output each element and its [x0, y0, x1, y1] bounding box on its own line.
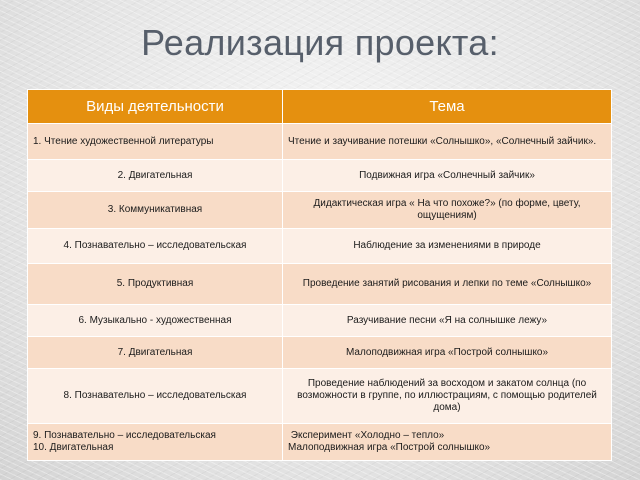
theme-cell: [283, 229, 612, 264]
theme-cell: [283, 160, 612, 192]
table-row: [28, 424, 612, 461]
header-activity-types: Виды деятельности: [28, 90, 283, 124]
activity-text: 7. Двигательная: [117, 346, 193, 358]
theme-cell: [283, 124, 612, 160]
activity-cell: [28, 264, 283, 305]
activities-table: [27, 89, 612, 461]
activity-cell: [28, 305, 283, 337]
table-row: [28, 229, 612, 264]
activity-text: 6. Музыкально - художественная: [78, 314, 232, 326]
activity-text: 5. Продуктивная: [116, 278, 194, 289]
theme-cell: [283, 424, 612, 461]
theme-text: Эксперимент «Холодно – тепло»: [288, 430, 445, 441]
theme-text: Проведение занятий рисования и лепки по теме «Солнышко»: [302, 278, 592, 289]
activity-text: 1. Чтение художественной литературы: [33, 135, 214, 147]
activities-table-container: [27, 89, 611, 461]
activity-text: 3. Коммуникативная: [107, 204, 203, 215]
table-row: [28, 124, 612, 160]
table-row: [28, 337, 612, 369]
theme-text: Малоподвижная игра «Построй солнышко»: [288, 442, 491, 453]
activity-cell: [28, 424, 283, 461]
table-row: [28, 264, 612, 305]
table-row: [28, 160, 612, 192]
activity-cell: [28, 337, 283, 369]
table-row: [28, 192, 612, 229]
activity-text: 10. Двигательная: [33, 442, 114, 453]
theme-cell: [283, 264, 612, 305]
theme-cell: [283, 192, 612, 229]
theme-text: Наблюдение за изменениями в природе: [353, 240, 541, 251]
theme-text: Дидактическая игра « На что похоже?» (по форме, цвету, ощущениям): [313, 198, 581, 221]
activity-text: 9. Познавательно – исследовательская: [33, 430, 216, 441]
theme-cell: [283, 337, 612, 369]
activity-text: 8. Познавательно – исследовательская: [63, 390, 247, 401]
table-row: [28, 369, 612, 424]
activity-text: 2. Двигательная: [117, 169, 193, 181]
activity-cell: [28, 369, 283, 424]
activity-cell: [28, 160, 283, 192]
theme-text: Подвижная игра «Солнечный зайчик»: [359, 169, 535, 181]
activity-cell: [28, 229, 283, 264]
table-row: [28, 305, 612, 337]
theme-text: Разучивание песни «Я на солнышке лежу»: [346, 314, 548, 326]
activity-text: 4. Познавательно – исследовательская: [63, 240, 247, 251]
theme-cell: [283, 305, 612, 337]
activity-cell: [28, 124, 283, 160]
theme-cell: [283, 369, 612, 424]
theme-text: Малоподвижная игра «Построй солнышко»: [345, 346, 549, 358]
theme-text: Чтение и заучивание потешки «Солнышко», «Солнечный зайчик».: [288, 135, 597, 147]
activity-cell: [28, 192, 283, 229]
theme-text: Проведение наблюдений за восходом и закатом солнца (по возможности в группе, по иллюстрациям, с помощью родителей дома): [297, 378, 597, 413]
table-header-row: [28, 90, 612, 124]
slide-title: Реализация проекта:: [141, 22, 499, 63]
header-theme: Тема: [283, 90, 612, 124]
